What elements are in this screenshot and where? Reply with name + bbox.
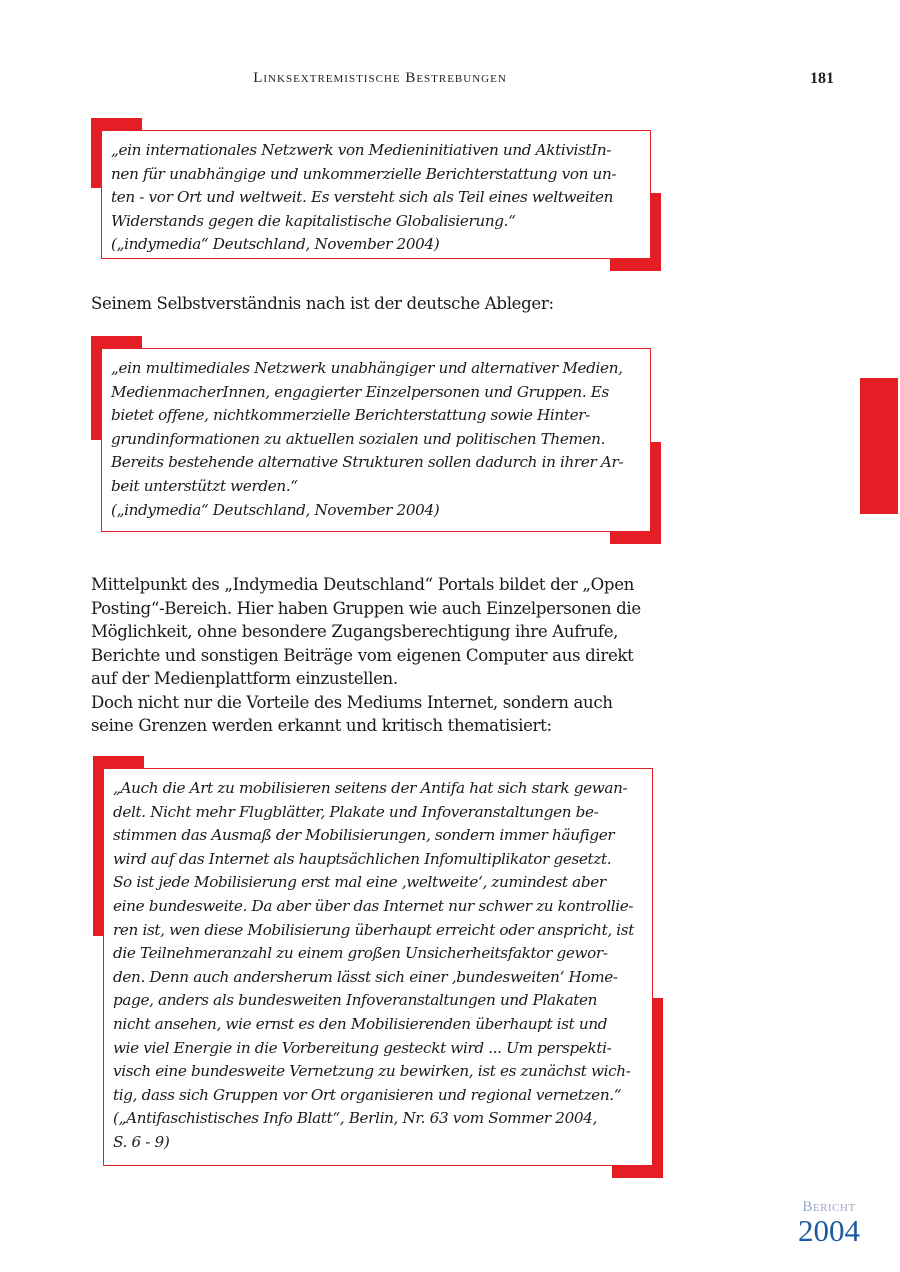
report-logo xyxy=(790,1198,868,1246)
quote-line: ren ist, wen diese Mobilisierung überhaupt erreicht oder anspricht, ist xyxy=(113,920,634,939)
quote-line: „ein multimediales Netzwerk unabhängiger und alternativer Medien, xyxy=(111,359,623,377)
paragraph-line: Seinem Selbstverständnis nach ist der deutsche Ableger: xyxy=(91,294,554,313)
quote-source: („Antifaschistisches Info Blatt“, Berlin, Nr. 63 vom Sommer 2004, xyxy=(113,1109,597,1128)
quote-text xyxy=(103,768,653,1166)
quote-line: nicht ansehen, wie ernst es den Mobilisierenden überhaupt ist und xyxy=(113,1014,608,1033)
quote-line: „Auch die Art zu mobilisieren seitens der Antifa hat sich stark gewan- xyxy=(113,779,628,797)
quote-line: ten - vor Ort und weltweit. Es versteht sich als Teil eines weltweiten xyxy=(111,188,614,207)
quote-line: page, anders als bundesweiten Infoveranstaltungen und Plakaten xyxy=(113,991,598,1010)
quote-text xyxy=(101,348,651,532)
quote-line: tig, dass sich Gruppen vor Ort organisieren und regional vernetzen.“ xyxy=(113,1085,622,1104)
quote-line: stimmen das Ausmaß der Mobilisierungen, sondern immer häufiger xyxy=(113,826,615,845)
quote-line: So ist jede Mobilisierung erst mal eine ‚weltweite‘, zumindest aber xyxy=(113,873,606,892)
paragraph-line: Posting“-Bereich. Hier haben Gruppen wie auch Einzelpersonen die xyxy=(91,598,641,618)
paragraph-line: auf der Medienplattform einzustellen. xyxy=(91,669,398,688)
quote-source: („indymedia“ Deutschland, November 2004) xyxy=(111,500,440,519)
quote-box-1 xyxy=(91,118,661,271)
quote-source: („indymedia“ Deutschland, November 2004) xyxy=(111,235,440,254)
running-head: Linksextremistische Bestrebungen xyxy=(253,70,507,86)
paragraph-line: Mittelpunkt des „Indymedia Deutschland“ Portals bildet der „Open xyxy=(91,575,634,594)
quote-line: visch eine bundesweite Vernetzung zu bewirken, ist es zunächst wich- xyxy=(113,1062,631,1081)
paragraph-line: Doch nicht nur die Vorteile des Mediums Internet, sondern auch xyxy=(91,692,613,712)
page-number: 181 xyxy=(810,70,834,87)
paragraph-line: seine Grenzen werden erkannt und kritisch thematisiert: xyxy=(91,716,552,735)
quote-line: nen für unabhängige und unkommerzielle Berichterstattung von un- xyxy=(111,164,617,183)
paragraph-line: Möglichkeit, ohne besondere Zugangsberechtigung ihre Aufrufe, xyxy=(91,622,619,641)
quote-line: wie viel Energie in die Vorbereitung gesteckt wird ... Um perspekti- xyxy=(113,1038,612,1057)
quote-source: S. 6 - 9) xyxy=(113,1132,170,1151)
body-paragraph-2 xyxy=(91,573,671,738)
side-tab-marker xyxy=(860,378,898,514)
paragraph-line: Berichte und sonstigen Beiträge vom eigenen Computer aus direkt xyxy=(91,645,634,665)
quote-line: Widerstands gegen die kapitalistische Globalisierung.“ xyxy=(111,211,516,230)
quote-line: „ein internationales Netzwerk von Medieninitiativen und AktivistIn- xyxy=(111,141,612,159)
quote-line: Bereits bestehende alternative Strukturen sollen dadurch in ihrer Ar- xyxy=(111,453,624,472)
body-paragraph-1 xyxy=(91,292,671,316)
quote-line: wird auf das Internet als hauptsächlichen Infomultiplikator gesetzt. xyxy=(113,849,612,868)
quote-text xyxy=(101,130,651,259)
quote-line: den. Denn auch andersherum lässt sich einer ‚bundesweiten‘ Home- xyxy=(113,967,618,986)
quote-line: eine bundesweite. Da aber über das Internet nur schwer zu kontrollie- xyxy=(113,896,634,915)
quote-line: MedienmacherInnen, engagierter Einzelpersonen und Gruppen. Es xyxy=(111,382,609,401)
quote-line: grundinformationen zu aktuellen sozialen und politischen Themen. xyxy=(111,429,606,448)
logo-word: Bericht xyxy=(802,1199,856,1215)
quote-line: bietet offene, nichtkommerzielle Berichterstattung sowie Hinter- xyxy=(111,406,590,425)
quote-line: die Teilnehmeranzahl zu einem großen Unsicherheitsfaktor gewor- xyxy=(113,944,608,963)
quote-box-3 xyxy=(93,756,663,1178)
quote-box-2 xyxy=(91,336,661,544)
quote-line: delt. Nicht mehr Flugblätter, Plakate und Infoveranstaltungen be- xyxy=(113,802,599,821)
logo-year: 2004 xyxy=(798,1213,860,1248)
quote-line: beit unterstützt werden.“ xyxy=(111,476,298,495)
